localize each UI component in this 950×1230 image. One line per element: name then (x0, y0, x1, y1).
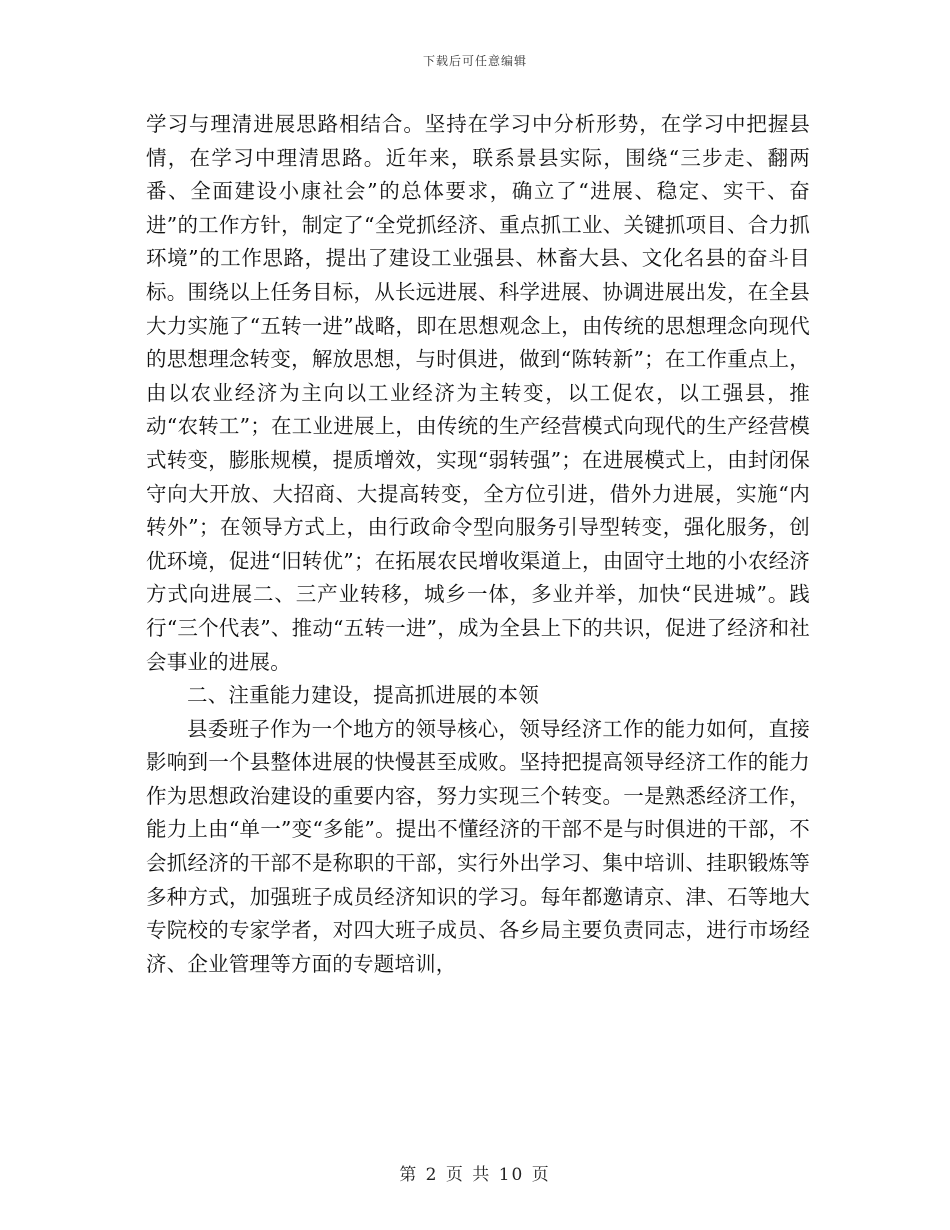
document-body (146, 108, 810, 981)
page-footer: 第 2 页 共 10 页 (399, 1165, 551, 1185)
page-header: 下载后可任意编辑 (422, 54, 527, 68)
paragraph-continued: 学习与理清进展思路相结合。坚持在学习中分析形势，在学习中把握县情，在学习中理清思路。近年来，联系景县实际，围绕“三步走、翻两番、全面建设小康社会”的总体要求，确立了“进展、稳定、实干、奋进”的工作方针，制定了“全党抓经济、重点抓工业、关键抓项目、合力抓环境”的工作思路，提出了建设工业强县、林畜大县、文化名县的奋斗目标。围绕以上任务目标，从长远进展、科学进展、协调进展出发，在全县大力实施了“五转一进”战略，即在思想观念上，由传统的思想理念向现代的思想理念转变，解放思想，与时俱进，做到“陈转新”；在工作重点上，由以农业经济为主向以工业经济为主转变，以工促农，以工强县，推动“农转工”；在工业进展上，由传统的生产经营模式向现代的生产经营模式转变，膨胀规模，提质增效，实现“弱转强”；在进展模式上，由封闭保守向大开放、大招商、大提高转变，全方位引进，借外力进展，实施“内转外”；在领导方式上，由行政命令型向服务引导型转变，强化服务，创优环境，促进“旧转优”；在拓展农民增收渠道上，由固守土地的小农经济方式向进展二、三产业转移，城乡一体，多业并举，加快“民进城”。践行“三个代表”、推动“五转一进”，成为全县上下的共识，促进了经济和社会事业的进展。 (146, 112, 810, 674)
paragraph: 县委班子作为一个地方的领导核心，领导经济工作的能力如何，直接影响到一个县整体进展的快慢甚至成败。坚持把提高领导经济工作的能力作为思想政治建设的重要内容，努力实现三个转变。一是熟悉经济工作，能力上由“单一”变“多能”。提出不懂经济的干部不是与时俱进的干部，不会抓经济的干部不是称职的干部，实行外出学习、集中培训、挂职锻炼等多种方式，加强班子成员经济知识的学习。每年都邀请京、津、石等地大专院校的专家学者，对四大班子成员、各乡局主要负责同志，进行市场经济、企业管理等方面的专题培训， (146, 716, 810, 976)
section-heading: 二、注重能力建设，提高抓进展的本领 (187, 683, 539, 708)
